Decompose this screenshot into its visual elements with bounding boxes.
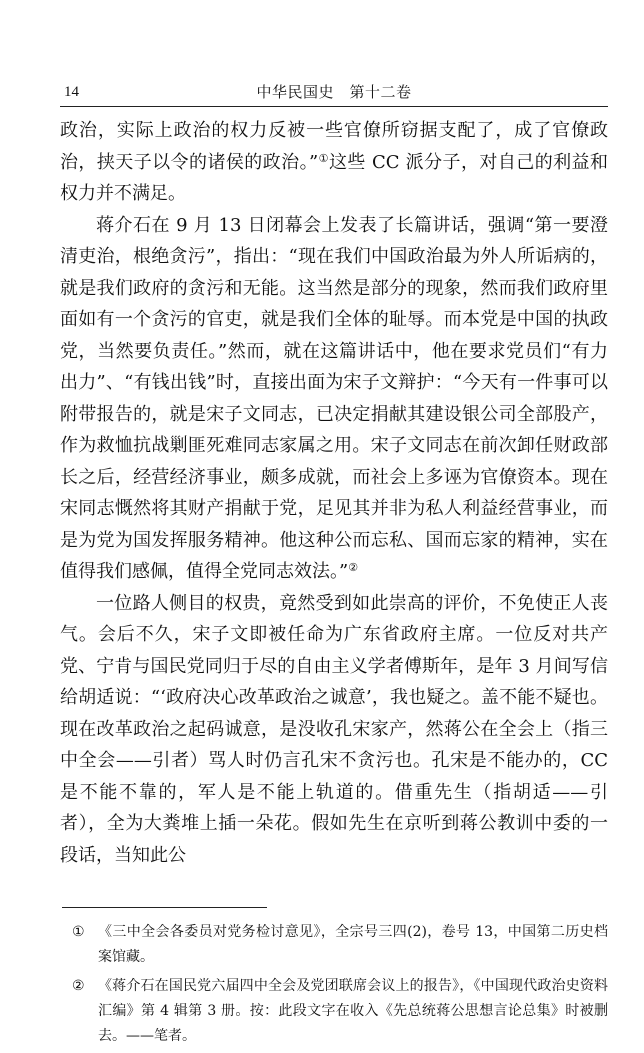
running-title: 中华民国史 第十二卷 [256, 83, 412, 101]
footnote [60, 974, 608, 1049]
paragraph-text: 这些 CC 派分子，对自己的利益和权力并不满足。 [60, 151, 608, 204]
footnote-mark: ② [72, 978, 85, 994]
footnote-ref[interactable]: ① [318, 151, 329, 165]
footnote-rule [62, 907, 267, 908]
paragraph [60, 115, 608, 210]
header-rule [60, 106, 608, 107]
footnotes [60, 920, 608, 1049]
running-header [60, 78, 608, 106]
paragraph [60, 210, 608, 588]
paragraph-text: 一位路人侧目的权贵，竟然受到如此崇高的评价，不免使正人丧气。会后不久，宋子文即被任命为广东省政府主席。一位反对共产党、宁肯与国民党同归于尽的自由主义学者傅斯年，是年 3 月间写信给胡适说：“‘政府决心改革政治之诚意’，我也疑之。盖不能不疑也。现在改革政治之起码诚意，是没收孔宋家产，然蒋公在全会上（指三中全会——引者）骂人时仍言孔宋不贪污也。孔宋是不能办的，CC 是不能不靠的，军人是不能上轨道的。借重先生（指胡适——引者），全为大粪堆上插一朵花。假如先生在京听到蒋公教训中委的一段话，当知此公 [60, 592, 608, 866]
page-number: 14 [64, 84, 79, 100]
footnote-ref[interactable]: ② [348, 561, 359, 574]
footnote-text: 《三中全会各委员对党务检讨意见》，全宗号三四(2)，卷号 13，中国第二历史档案馆藏。 [98, 924, 608, 965]
book-page [60, 78, 608, 1053]
paragraph-text: 政治，实际上政治的权力反被一些官僚所窃据支配了，成了官僚政治，挟天子以令的诸侯的政治。” [60, 120, 608, 173]
footnote [60, 920, 608, 970]
footnote-text: 《蒋介石在国民党六届四中全会及党团联席会议上的报告》，《中国现代政治史资料汇编》第 4 辑第 3 册。按：此段文字在收入《先总统蒋公思想言论总集》时被删去。——笔者。 [98, 978, 608, 1044]
body-text [60, 115, 608, 871]
paragraph-text: 蒋介石在 9 月 13 日闭幕会上发表了长篇讲话，强调“第一要澄清吏治，根绝贪污”，指出：“现在我们中国政治最为外人所诟病的，就是我们政府的贪污和无能。这当然是部分的现象，然而我们政府里面如有一个贪污的官吏，就是我们全体的耻辱。而本党是中国的执政党，当然要负责任。”然而，就在这篇讲话中，他在要求党员们“有力出力”、“有钱出钱”时，直接出面为宋子文辩护：“今天有一件事可以附带报告的，就是宋子文同志，已决定捐献其建设银公司全部股产，作为救恤抗战剿匪死难同志家属之用。宋子文同志在前次卸任财政部长之后，经营经济事业，颇多成就，而社会上多诬为官僚资本。现在宋同志慨然将其财产捐献于党，足见其并非为私人利益经营事业，而是为党为国发挥服务精神。他这种公而忘私、国而忘家的精神，实在值得我们感佩，值得全党同志效法。” [60, 214, 608, 582]
footnote-mark: ① [72, 924, 85, 940]
paragraph [60, 588, 608, 872]
